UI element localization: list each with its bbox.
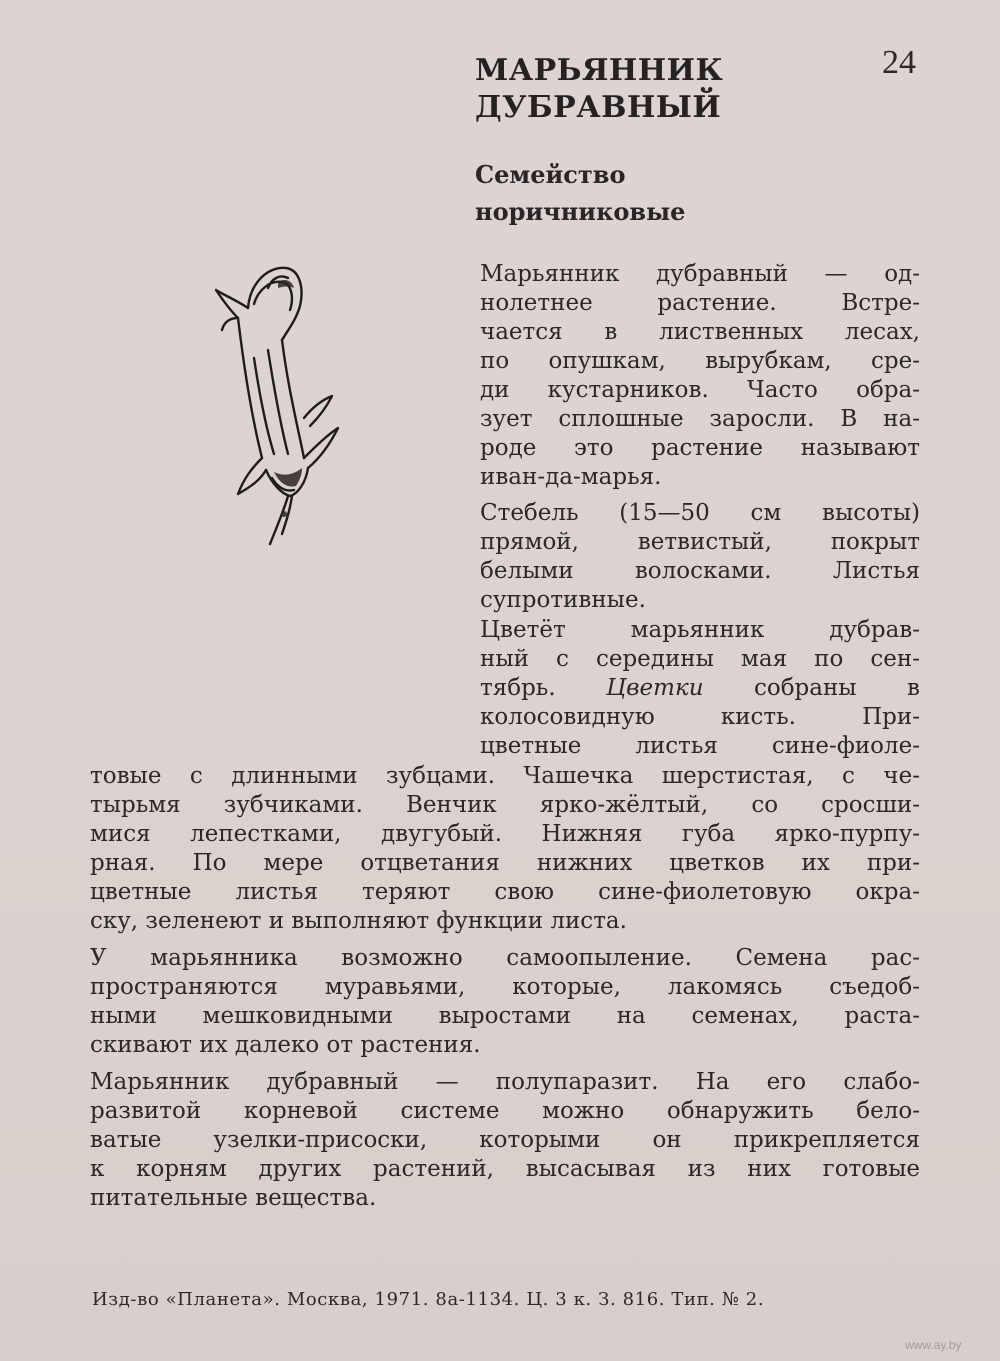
title-line: МАРЬЯННИК <box>475 53 724 88</box>
text-line: ватые узелки-присоски, которыми он прикрепляется <box>90 1127 920 1153</box>
publisher-imprint: Изд-во «Планета». Москва, 1971. 8а-1134. Ц. 3 к. З. 816. Тип. № 2. <box>92 1289 765 1310</box>
text-line: рная. По мере отцветания нижних цветков их при- <box>90 850 920 876</box>
family-line: Семейство <box>475 160 626 189</box>
italic-term: Цветки <box>606 675 704 701</box>
text-line: ными мешковидными выростами на семенах, раста- <box>90 1003 920 1029</box>
page-number: 24 <box>882 44 916 81</box>
text-line: к корням других растений, высасывая из них готовые <box>90 1156 920 1182</box>
text-line: пространяются муравьями, которые, лакомясь съедоб- <box>90 974 920 1000</box>
text-line: прямой, ветвистый, покрыт <box>480 529 920 555</box>
text-line: супротивные. <box>480 587 646 613</box>
text-line: по опушкам, вырубкам, сре- <box>480 348 920 374</box>
text-line: мися лепестками, двугубый. Нижняя губа ярко-пурпу- <box>90 821 920 847</box>
text-line: цветные листья сине-фиоле- <box>480 733 920 759</box>
title-line: ДУБРАВНЫЙ <box>475 90 722 125</box>
text-line: ску, зеленеют и выполняют функции листа. <box>90 908 627 934</box>
text-line: ди кустарников. Часто обра- <box>480 377 920 403</box>
text-line: Марьянник дубравный — од- <box>480 261 920 287</box>
family-line: норичниковые <box>475 197 686 226</box>
text-line: Цветёт марьянник дубрав- <box>480 617 920 643</box>
text-line: цветные листья теряют свою сине-фиолетовую окра- <box>90 879 920 905</box>
text-line: ный с середины мая по сен- <box>480 646 920 672</box>
text-line: чается в лиственных лесах, <box>480 319 920 345</box>
text-line: развитой корневой системе можно обнаружить бело- <box>90 1098 920 1124</box>
text-line: колосовидную кисть. При- <box>480 704 920 730</box>
text-line: зует сплошные заросли. В на- <box>480 406 920 432</box>
text-line: У марьянника возможно самоопыление. Семена рас- <box>90 945 920 971</box>
text-line: белыми волосками. Листья <box>480 558 920 584</box>
text-line: скивают их далеко от растения. <box>90 1032 481 1058</box>
watermark: www.ay.by <box>905 1338 962 1352</box>
text-line: Марьянник дубравный — полупаразит. На его слабо- <box>90 1069 920 1095</box>
page-title <box>475 52 805 126</box>
text-line: нолетнее растение. Встре- <box>480 290 920 316</box>
text-line: тырьмя зубчиками. Венчик ярко-жёлтый, со сросши- <box>90 792 920 818</box>
text-line: товые с длинными зубцами. Чашечка шерстистая, с че- <box>90 763 920 789</box>
text-line: питательные вещества. <box>90 1185 377 1211</box>
flower-sketch-icon <box>208 258 348 550</box>
text-line: Стебель (15—50 см высоты) <box>480 500 920 526</box>
text-line: тябрь. Цветки собраны в <box>480 675 921 701</box>
text-line: роде это растение называют <box>480 435 920 461</box>
text-line: иван-да-марья. <box>480 464 662 490</box>
family-heading <box>475 156 805 230</box>
